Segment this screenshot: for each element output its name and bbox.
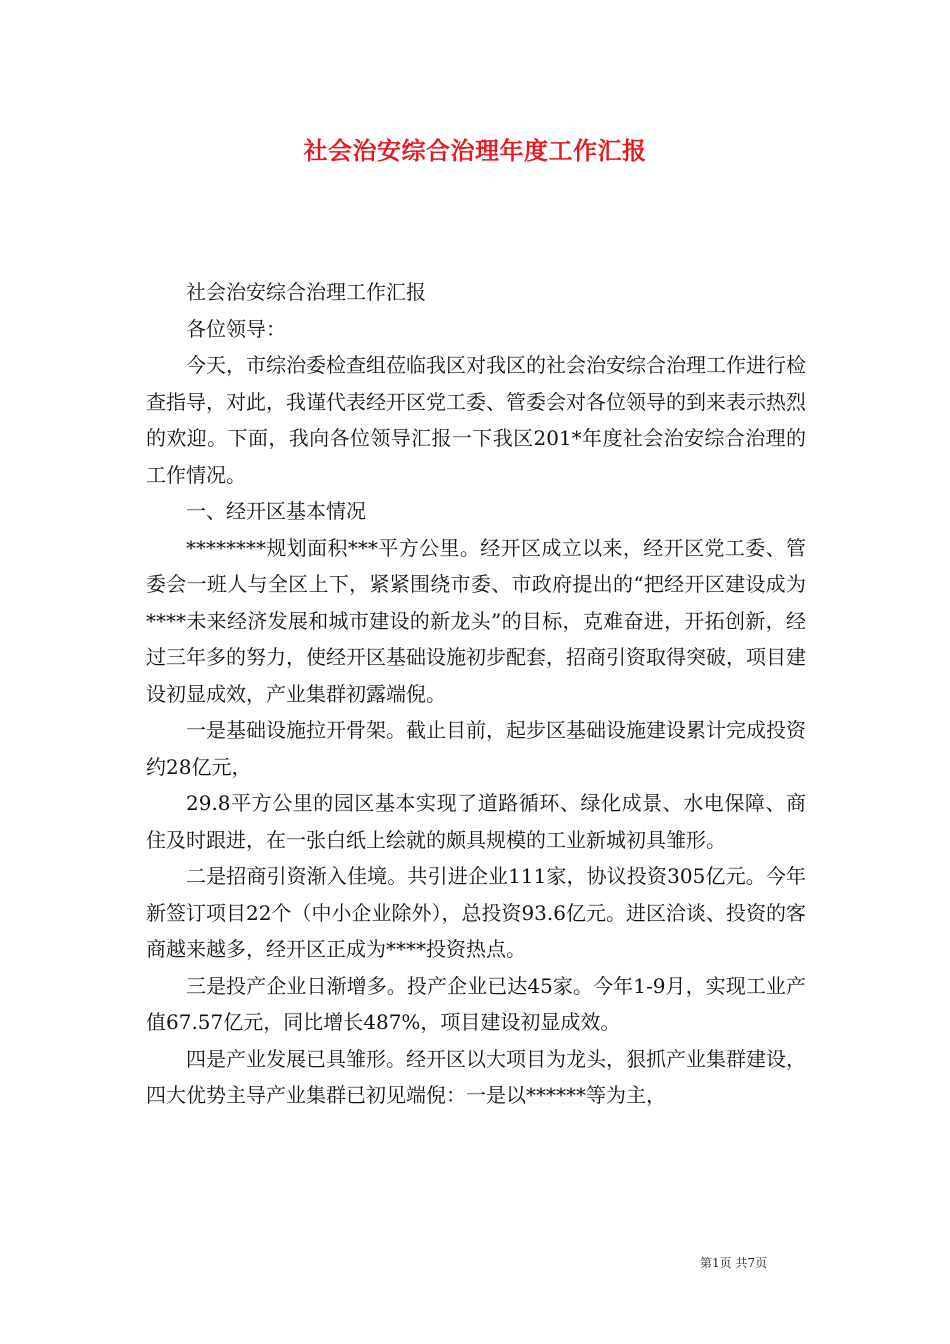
paragraph-infrastructure: 一是基础设施拉开骨架。截止目前，起步区基础设施建设累计完成投资约28亿元， [146,718,806,779]
paragraph-overview: ********规划面积***平方公里。经开区成立以来，经开区党工委、管委会一班人与全区上下，紧紧围绕市委、市政府提出的“把经开区建设成为****未来经济发展和城市建设的新龙头”的目标，克难奋进，开拓创新，经过三年多的努力，使经开区基础设施初步配套，招商引资取得突破，项目建设初显成效，产业集群初露端倪。 [146,535,806,706]
paragraph-industry: 四是产业发展已具雏形。经开区以大项目为龙头，狠抓产业集群建设，四大优势主导产业集群已初见端倪：一是以******等为主， [146,1046,806,1107]
paragraph-production: 三是投产企业日渐增多。投产企业已达45家。今年1-9月，实现工业产值67.57亿元，同比增长487%，项目建设初显成效。 [146,973,806,1034]
section-heading: 一、经开区基本情况 [186,499,366,523]
document-body [146,274,806,1114]
document-title: 社会治安综合治理年度工作汇报 [303,136,647,165]
paragraph-park: 29.8平方公里的园区基本实现了道路循环、绿化成景、水电保障、商住及时跟进，在一张白纸上绘就的颇具规模的工业新城初具雏形。 [146,791,806,852]
paragraph-salutation: 各位领导： [186,316,286,341]
paragraph-investment: 二是招商引资渐入佳境。共引进企业111家，协议投资305亿元。今年新签订项目22个（中小企业除外），总投资93.6亿元。进区洽谈、投资的客商越来越多，经开区正成为****投资热点。 [146,864,806,961]
page-number: 第1页 共7页 [700,1256,768,1270]
paragraph-heading: 社会治安综合治理工作汇报 [186,280,426,304]
paragraph-intro: 今天，市综治委检查组莅临我区对我区的社会治安综合治理工作进行检查指导，对此，我谨代表经开区党工委、管委会对各位领导的到来表示热烈的欢迎。下面，我向各位领导汇报一下我区201*年度社会治安综合治理的工作情况。 [146,353,806,487]
